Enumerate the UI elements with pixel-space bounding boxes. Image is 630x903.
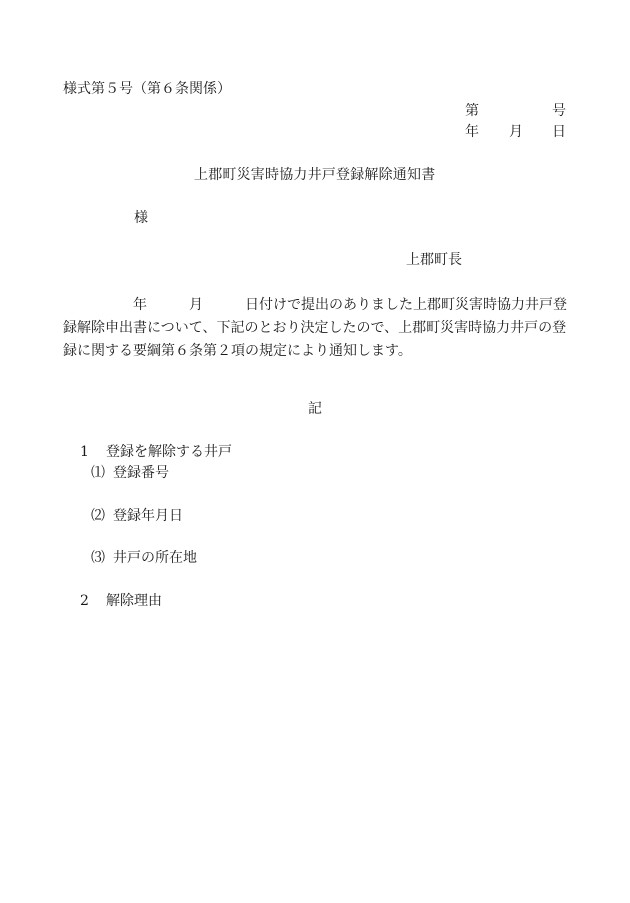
section-1-item-2 bbox=[91, 509, 183, 523]
section-1-item-3 bbox=[91, 551, 197, 565]
section-2 bbox=[80, 594, 162, 608]
body-paragraph: 年 月 日付けで提出のありました上郡町災害時協力井戸登録解除申出書について、下記のとおり決定したので、上郡町災害時協力井戸の登録に関する要綱第６条第２項の規定により通知します。 bbox=[63, 297, 567, 359]
item-1-label: 登録番号 bbox=[113, 465, 169, 481]
section-2-label: 解除理由 bbox=[106, 593, 162, 609]
document-number-suffix: 号 bbox=[552, 103, 566, 119]
item-3-label: 井戸の所在地 bbox=[113, 550, 197, 566]
item-3-number: ⑶ bbox=[91, 550, 105, 566]
sender: 上郡町長 bbox=[406, 252, 462, 268]
form-number: 様式第５号（第６条関係） bbox=[63, 81, 231, 97]
section-1-number: 1 bbox=[80, 444, 89, 460]
date-month-label: 月 bbox=[509, 124, 523, 140]
item-2-label: 登録年月日 bbox=[113, 508, 183, 524]
date-day-label: 日 bbox=[552, 124, 566, 140]
document-title: 上郡町災害時協力井戸登録解除通知書 bbox=[194, 167, 436, 183]
addressee: 様 bbox=[134, 210, 148, 226]
date-year-label: 年 bbox=[465, 124, 479, 140]
item-2-number: ⑵ bbox=[91, 508, 105, 524]
section-1-label: 登録を解除する井戸 bbox=[106, 444, 232, 460]
document-number-label: 第 bbox=[465, 103, 479, 119]
section-2-number: 2 bbox=[80, 593, 89, 609]
ki-heading: 記 bbox=[308, 401, 322, 417]
section-1 bbox=[80, 445, 232, 459]
item-1-number: ⑴ bbox=[91, 465, 105, 481]
section-1-item-1 bbox=[91, 466, 169, 480]
